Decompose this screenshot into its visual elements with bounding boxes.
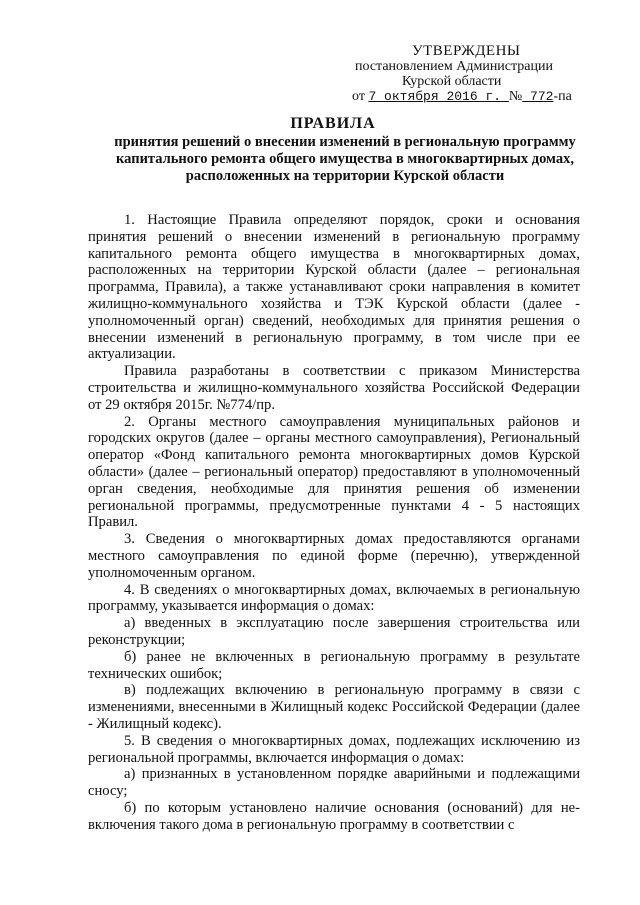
paragraph: 2. Органы местного самоуправления муниципальных районов и городских округов (далее – органы местного самоуправления), Региональный оператор «Фонд капитального ремонта многоквартирных домов Курской области» (далее – региональный оператор) предоставляют в уполномоченный орган сведения, необходимые для принятия решения об изменении региональной программы, предусмотренные пунктами 4 - 5 настоящих Правил. (88, 413, 580, 531)
paragraph: а) признанных в установленном порядке аварийными и подлежащими сносу; (88, 766, 580, 800)
paragraph: а) введенных в эксплуатацию после завершения строительства или реконструкции; (88, 615, 580, 648)
number-suffix: -па (553, 89, 572, 104)
approval-stamp (352, 44, 582, 104)
number-prefix: № (508, 89, 523, 104)
paragraph: 3. Сведения о многоквартирных домах предоставляются органами местного самоуправления по единой форме (перечню), утвержденной уполномоченным органом. (88, 531, 580, 581)
paragraph: 4. В сведениях о многоквартирных домах, включаемых в региональную программу, указывается информация о домах: (88, 581, 580, 615)
paragraph: в) подлежащих включению в региональную программу в связи с изменениями, внесенными в Жилищный кодекс Российской Федерации (далее - Жилищный кодекс). (88, 682, 580, 732)
approval-region: Курской области (402, 74, 502, 89)
approval-date-line (352, 89, 582, 104)
document-title: ПРАВИЛА (290, 115, 376, 132)
date-value: 7 октября 2016 г. (368, 89, 509, 104)
document-subtitle: принятия решений о внесении изменений в региональную программу капитального ремонта общего имущества в многоквартирных домах, расположенных на территории Курской области (114, 134, 576, 184)
paragraph: 5. В сведения о многоквартирных домах, подлежащих исключению из региональной программы, включается информация о домах: (88, 732, 580, 766)
approval-title: УТВЕРЖДЕНЫ (412, 43, 521, 59)
paragraph: б) ранее не включенных в региональную программу в результате технических ошибок; (88, 648, 580, 682)
paragraph: 1. Настоящие Правила определяют порядок, сроки и основания принятия решений о внесении изменений в региональную программу капитального ремонта общего имущества в многоквартирных домах, расположенных на территории Курской области (далее – региональная программа, Правила), а также устанавливают сроки направления в комитет жилищно-коммунального хозяйства и ТЭК Курской области (далее - уполномоченный орган) сведений, необходимых для принятия решения о внесении изменений в региональную программу, в том числе при ее актуализации. (88, 212, 580, 363)
number-value: 772 (522, 89, 554, 104)
paragraph: Правила разработаны в соответствии с приказом Министерства строительства и жилищно-коммунального хозяйства Российской Федерации от 29 октября 2015г. №774/пр. (88, 363, 580, 413)
approval-resolution: постановлением Администрации (355, 59, 553, 74)
date-prefix: от (352, 89, 365, 104)
document-body (88, 212, 580, 833)
paragraph: б) по которым установлено наличие основания (оснований) для не-включения такого дома в региональную программу в соответствии с (88, 799, 580, 833)
